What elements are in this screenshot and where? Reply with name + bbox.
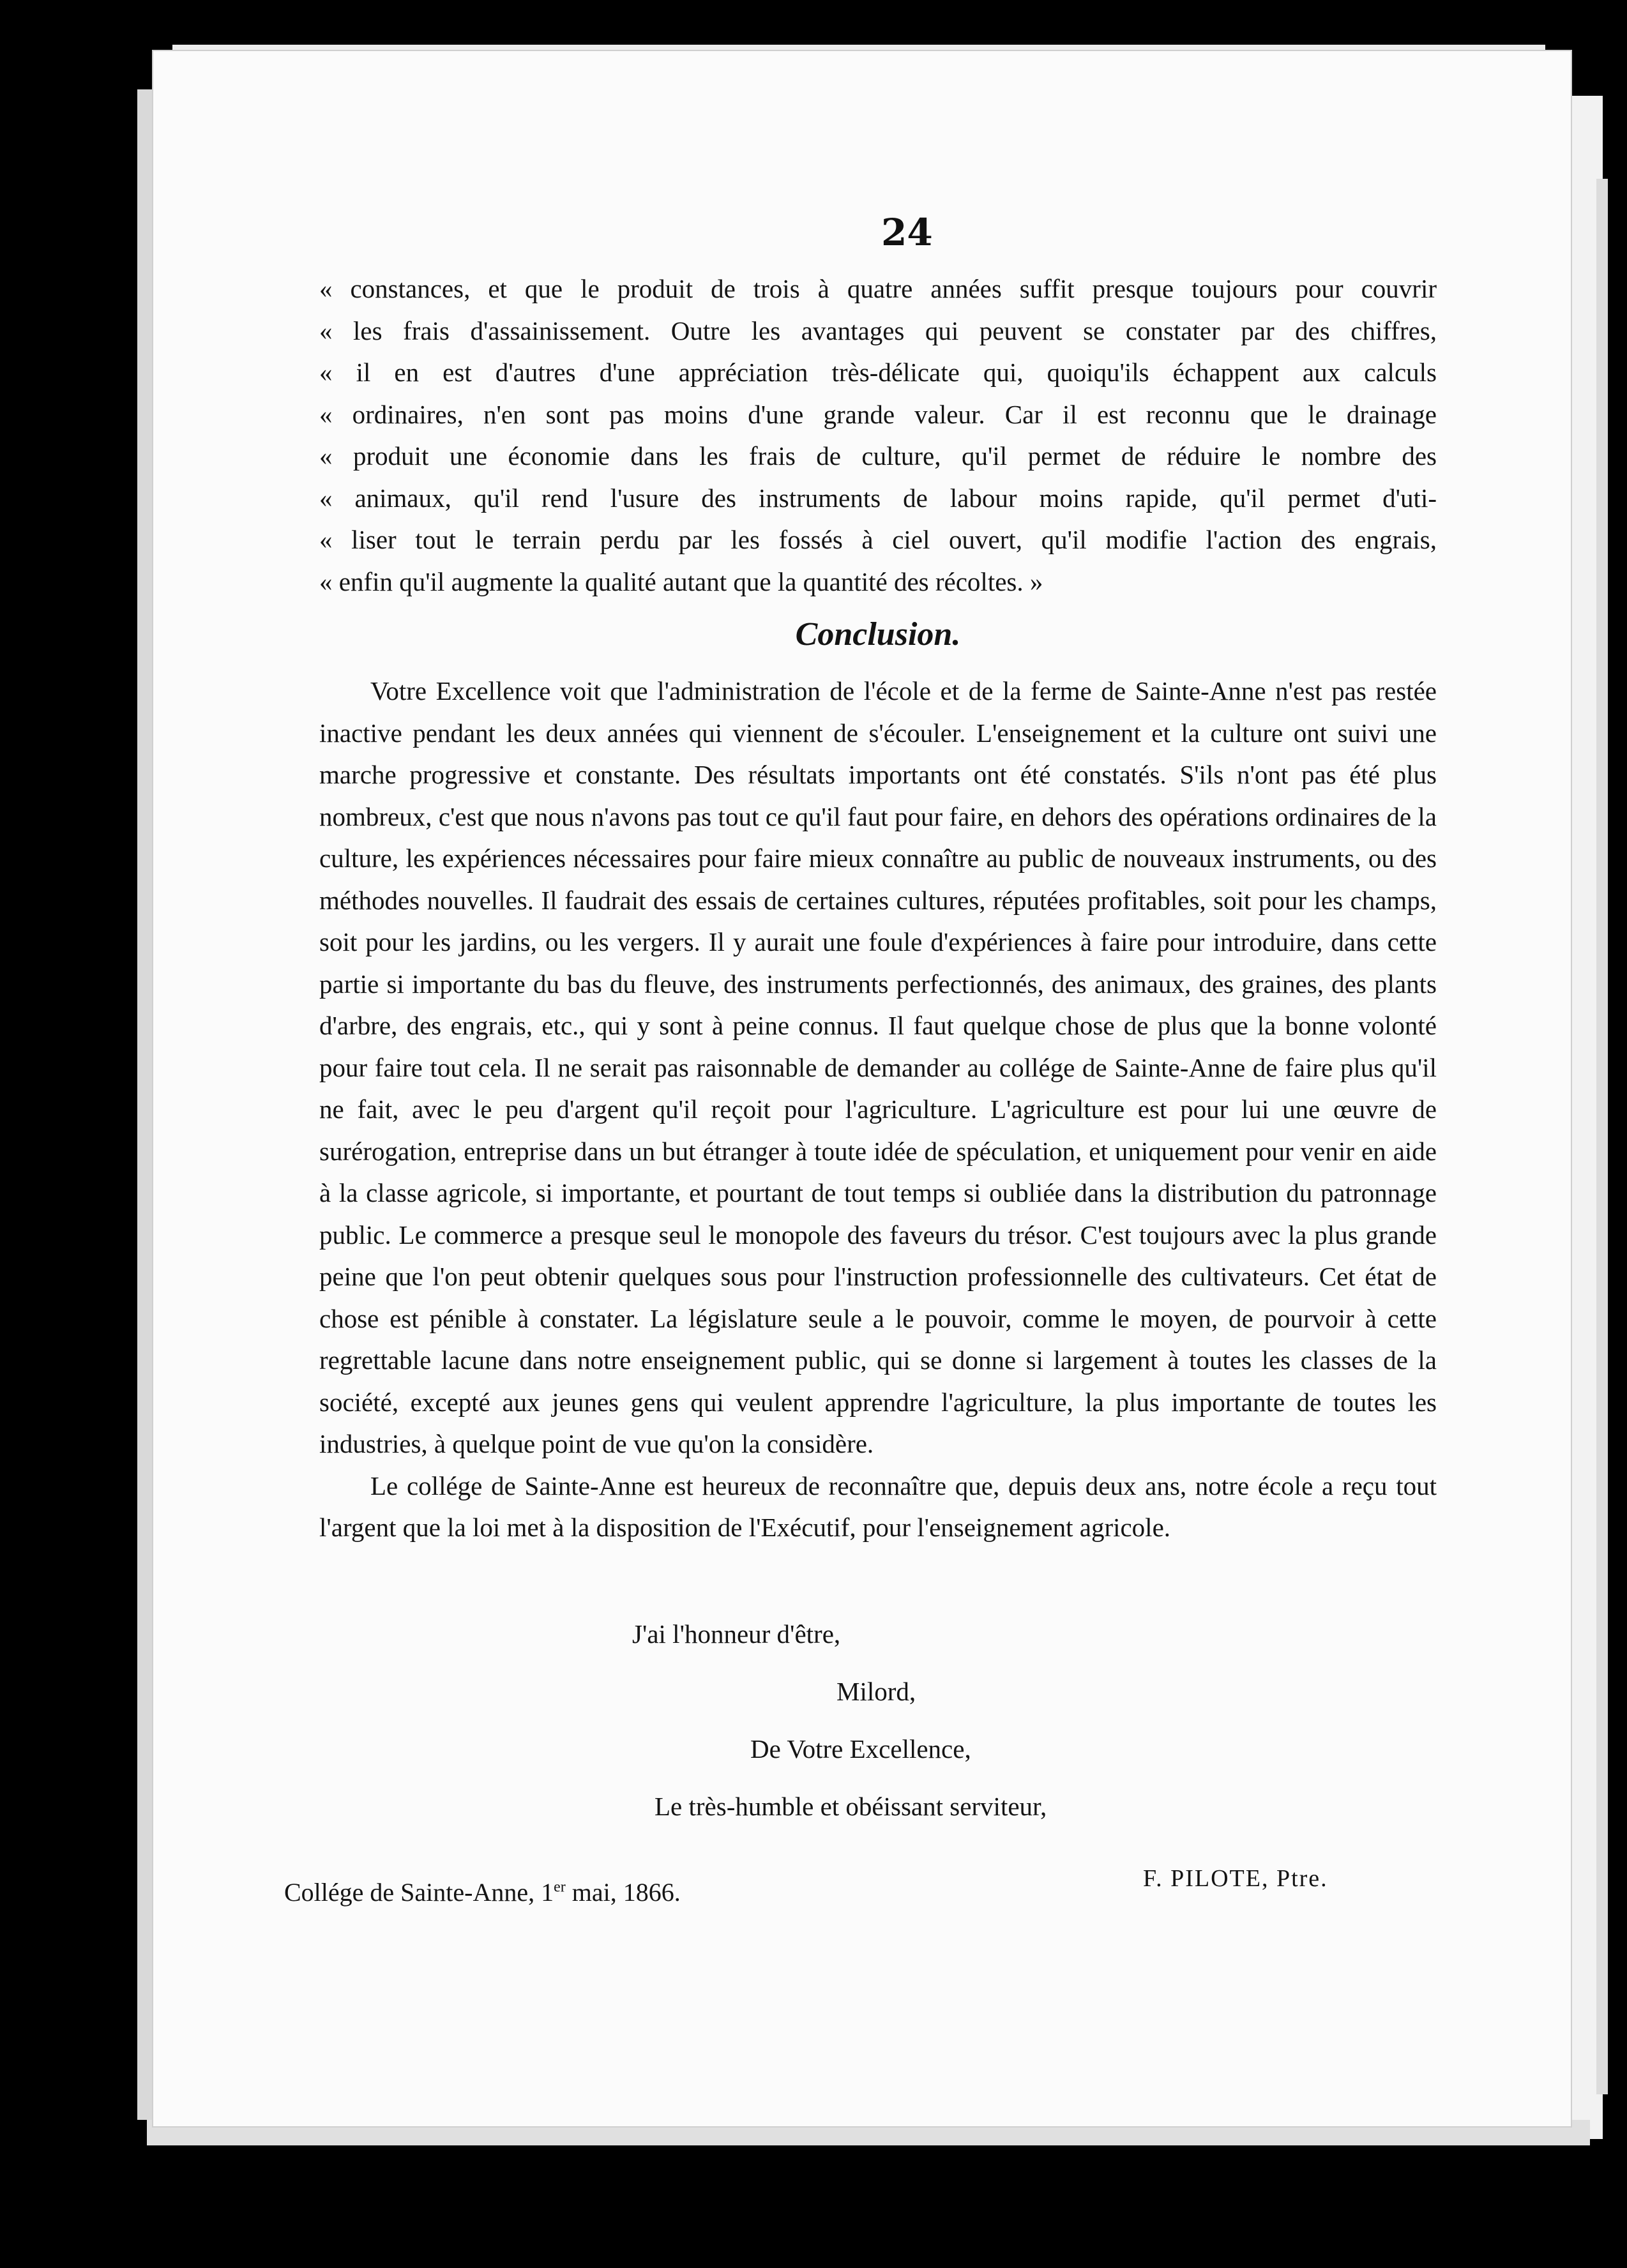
page-edge-right-inner: [1596, 179, 1608, 2094]
quote-line: « liser tout le terrain perdu par les fossés à ciel ouvert, qu'il modifie l'action des engrais,: [319, 525, 1437, 554]
place-date: [284, 1877, 681, 1907]
quote-line: « les frais d'assainissement. Outre les avantages qui peuvent se constater par des chiffres,: [319, 315, 1437, 345]
quote-line: « produit une économie dans les frais de culture, qu'il permet de réduire le nombre des: [319, 441, 1437, 471]
quote-line: « animaux, qu'il rend l'usure des instruments de labour moins rapide, qu'il permet d'uti-: [319, 483, 1437, 513]
quote-line: « enfin qu'il augmente la qualité autant que la quantité des récoltes. »: [319, 566, 1043, 596]
closing-salutation: J'ai l'honneur d'être,: [632, 1619, 841, 1649]
signature: F. PILOTE, Ptre.: [1143, 1865, 1328, 1892]
quote-line: « ordinaires, n'en sont pas moins d'une grande valeur. Car il est reconnu que le drainage: [319, 399, 1437, 429]
page-body: [319, 268, 1437, 1549]
place-date-ordinal: er: [554, 1879, 566, 1896]
place-date-text: Collége de Sainte-Anne, 1: [284, 1878, 554, 1907]
place-date-year: mai, 1866.: [565, 1878, 681, 1907]
closing-address: Milord,: [836, 1677, 916, 1706]
quotation-block: [319, 268, 1437, 603]
section-heading: Conclusion.: [795, 616, 961, 653]
body-paragraph: Le collége de Sainte-Anne est heureux de reconnaître que, depuis deux ans, notre école a reçu tout l'argent que la loi met à la disposition de l'Exécutif, pour l'enseignement agricole.: [319, 1470, 1437, 1542]
quote-line: « constances, et que le produit de trois à quatre années suffit presque toujours pour couvrir: [319, 274, 1437, 303]
closing-excellence: De Votre Excellence,: [750, 1734, 971, 1764]
quote-line: « il en est d'autres d'une appréciation très-délicate qui, quoiqu'ils échappent aux calculs: [319, 358, 1437, 387]
body-paragraph: Votre Excellence voit que l'administration de l'école et de la ferme de Sainte-Anne n'est pas restée inactive pendant les deux années qui viennent de s'écouler. L'enseignement et la culture ont suivi une marche progressive et constante. Des résultats importants ont été constatés. S'ils n'ont pas été plus nombreux, c'est que nous n'avons pas tout ce qu'il faut pour faire, en dehors des opérations ordinaires de la culture, les expériences nécessaires pour faire mieux connaître au public de nouveaux instruments, ou des méthodes nouvelles. Il faudrait des essais de certaines cultures, réputées profitables, soit pour les champs, soit pour les jardins, ou les vergers. Il y aurait une foule d'expériences à faire pour introduire, dans cette partie si importante du bas du fleuve, des instruments perfectionnés, des animaux, des graines, des plants d'arbre, des engrais, etc., qui y sont à peine connus. Il faut quelque chose de plus que la bonne volonté pour faire tout cela. Il ne serait pas raisonnable de demander au collége de Sainte-Anne de faire plus qu'il ne fait, avec le peu d'argent qu'il reçoit pour l'agriculture. L'agriculture est pour lui une œuvre de surérogation, entreprise dans un but étranger à toute idée de spéculation, et uniquement pour venir en aide à la classe agricole, si importante, et pourtant de tout temps si oubliée dans la distribution du patronnage public. Le commerce a presque seul le monopole des faveurs du trésor. C'est toujours avec la plus grande peine que l'on peut obtenir quelques sous pour l'instruction professionnelle des cultivateurs. Cet état de chose est pénible à constater. La législature seule a le pouvoir, comme le moyen, de pourvoir à cette regrettable lacune dans notre enseignement public, qui se donne si largement à toutes les classes de la société, excepté aux jeunes gens qui veulent apprendre l'agriculture, la plus importante de toutes les industries, à quelque point de vue qu'on la considère.: [319, 676, 1437, 1458]
page-number: 24: [881, 211, 933, 254]
closing-servant: Le très-humble et obéissant serviteur,: [655, 1792, 1047, 1821]
